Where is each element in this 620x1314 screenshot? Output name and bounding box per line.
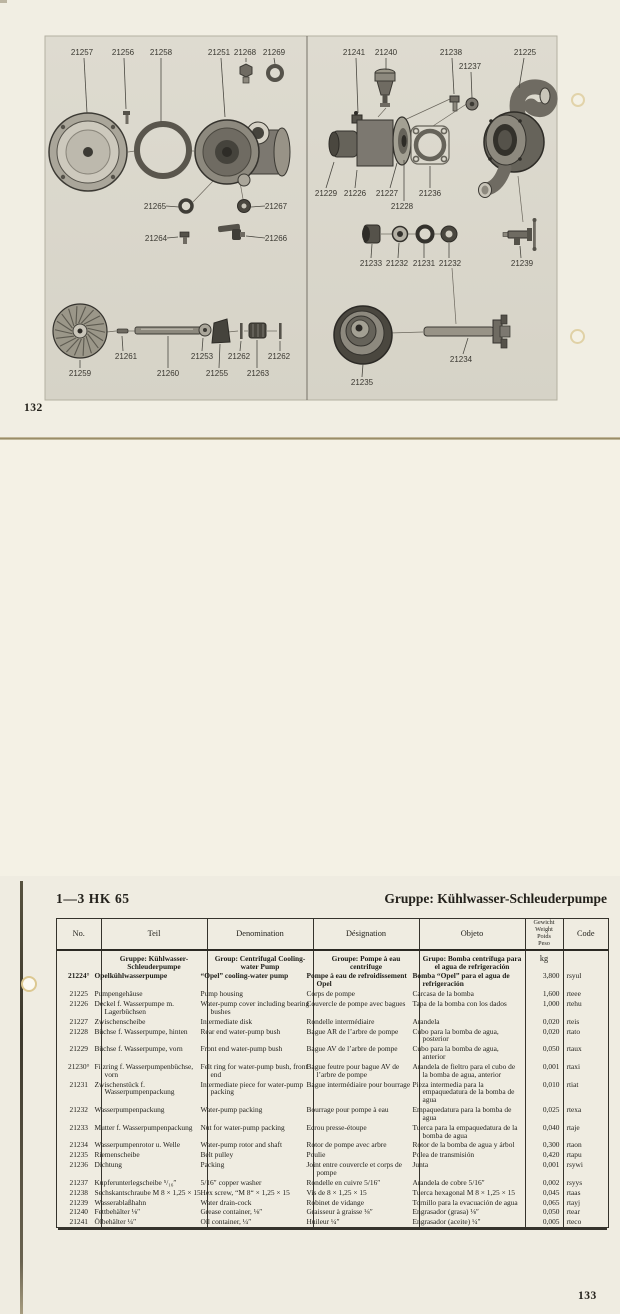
part-number-label: 21263	[246, 369, 270, 378]
part-number-label: 21237	[458, 62, 482, 71]
code-cell	[563, 950, 608, 972]
no-cell: 21239	[57, 1198, 101, 1208]
denomination-cell: Intermediate disk	[207, 1017, 313, 1027]
part-number-label: 21231	[412, 259, 436, 268]
objeto-cell: Empaquedatura para la bomba de agua	[419, 1105, 525, 1123]
part-number-label: 21269	[262, 48, 286, 57]
denomination-cell: “Opel” cooling-water pump	[207, 971, 313, 989]
designation-cell: Bague intermédiaire pour bourrage	[313, 1080, 419, 1106]
no-cell: 21229	[57, 1044, 101, 1062]
teil-cell: Wasserablaßhahn	[101, 1198, 207, 1208]
objeto-cell: Tuerca hexagonal M 8 × 1,25 × 15	[419, 1188, 525, 1198]
table-row	[57, 950, 608, 972]
weight-cell: 3,800	[525, 971, 563, 989]
table-row	[57, 1123, 608, 1141]
packing-washer-part-21232a	[393, 227, 408, 242]
objeto-cell: Bomba “Opel” para el agua de refrigeración	[419, 971, 525, 989]
part-number-label: 21238	[439, 48, 463, 57]
denomination-cell: Belt pulley	[207, 1150, 313, 1160]
shaft-part-21260	[135, 327, 201, 334]
weight-cell: 1,600	[525, 989, 563, 999]
impeller-part	[53, 304, 107, 358]
table-row	[57, 1150, 608, 1160]
objeto-cell: Tornillo para la evacuación de agua	[419, 1198, 525, 1208]
teil-cell: Sechskantschraube M 8 × 1,25 × 15	[101, 1188, 207, 1198]
code-cell: rtaas	[566, 1187, 581, 1197]
part-number-label: 21228	[390, 202, 414, 211]
table-row	[57, 1080, 608, 1106]
part-number-label: 21235	[350, 378, 374, 387]
table-header-row	[57, 919, 608, 950]
teil-cell: Zwischenscheibe	[101, 1017, 207, 1027]
table-row	[57, 1017, 608, 1027]
denomination-cell: Nut for water-pump packing	[207, 1123, 313, 1141]
designation-cell: Vis de 8 × 1,25 × 15	[313, 1188, 419, 1198]
catalog-page-132	[0, 0, 620, 437]
designation-cell: Pompe à eau de refroidissement Opel	[313, 971, 419, 989]
parts-table-body	[57, 950, 608, 1227]
table-row	[57, 1188, 608, 1198]
designation-cell: Rotor de pompe avec arbre	[313, 1140, 419, 1150]
designation-cell: Poulie	[313, 1150, 419, 1160]
weight-cell: kg	[525, 950, 563, 972]
objeto-cell: Engrasador (aceite) ¼″	[419, 1217, 525, 1227]
washer-part-21253	[199, 324, 211, 336]
designation-cell: Robinet de vidange	[313, 1198, 419, 1208]
code-cell: rteis	[566, 1016, 580, 1026]
designation-cell: Bague feutre pour bague AV de l’arbre de pompe	[313, 1062, 419, 1080]
teil-cell: Pumpengehäuse	[101, 989, 207, 999]
no-cell: 21236	[57, 1160, 101, 1178]
weight-cell: 0,020	[525, 1027, 563, 1045]
no-cell	[57, 950, 101, 972]
denomination-cell: Rear end water-pump bush	[207, 1027, 313, 1045]
table-row	[57, 1044, 608, 1062]
code-cell: rsywi	[566, 1160, 583, 1170]
binder-hole-bottom	[21, 976, 37, 992]
cone-part-21255	[212, 319, 230, 343]
weight-cell: 0,020	[525, 1017, 563, 1027]
no-cell: 21228	[57, 1027, 101, 1045]
teil-cell: Wasserpumpenpackung	[101, 1105, 207, 1123]
code-cell: rtaux	[566, 1044, 582, 1054]
pulley-part-21235	[334, 306, 392, 364]
table-row	[57, 1062, 608, 1080]
no-cell: 21240	[57, 1207, 101, 1217]
designation-cell: Rondelle intermédiaire	[313, 1017, 419, 1027]
denomination-cell: Front end water-pump bush	[207, 1044, 313, 1062]
denomination-cell: Packing	[207, 1160, 313, 1178]
table-row	[57, 1027, 608, 1045]
designation-cell: Huileur ¼″	[313, 1217, 419, 1227]
table-row	[57, 1105, 608, 1123]
part-number-label: 21241	[342, 48, 366, 57]
denomination-cell: Pump housing	[207, 989, 313, 999]
designation-cell: Couvercle de pompe avec bagues	[313, 999, 419, 1017]
page-number-132: 132	[24, 402, 43, 414]
col-header-teil: Teil	[101, 919, 207, 950]
objeto-cell: Tuerca para la empaquedatura de la bomba de agua	[419, 1123, 525, 1141]
parts-table	[57, 919, 608, 1227]
diagram-plate	[45, 36, 557, 400]
weight-cell: 0,065	[525, 1198, 563, 1208]
denomination-cell: Oil container, ¼″	[207, 1217, 313, 1227]
teil-cell: Mutter f. Wasserpumpenpackung	[101, 1123, 207, 1141]
weight-cell: 0,002	[525, 1178, 563, 1188]
table-row	[57, 971, 608, 989]
table-row	[57, 1217, 608, 1227]
code-cell: rtaxi	[566, 1061, 581, 1071]
table-row	[57, 1178, 608, 1188]
part-number-label: 21268	[233, 48, 257, 57]
no-cell: 21230°	[57, 1062, 101, 1080]
table-row	[57, 1160, 608, 1178]
col-header-weight: Gewicht Weight Poids Peso	[525, 919, 563, 950]
code-cell: rteee	[566, 989, 581, 999]
designation-cell: Graisseur à graisse ⅛″	[313, 1207, 419, 1217]
teil-cell: Büchse f. Wasserpumpe, hinten	[101, 1027, 207, 1045]
binder-hole-top-1	[571, 93, 585, 107]
part-number-label: 21262	[267, 352, 291, 361]
weight-cell: 0,050	[525, 1044, 563, 1062]
denomination-cell: Felt ring for water-pump bush, front end	[207, 1062, 313, 1080]
part-number-label: 21232	[385, 259, 409, 268]
part-number-label: 21239	[510, 259, 534, 268]
objeto-cell: Arandela de cobre 5/16″	[419, 1178, 525, 1188]
part-number-label: 21257	[70, 48, 94, 57]
table-row	[57, 1198, 608, 1208]
no-cell: 21233	[57, 1123, 101, 1141]
denomination-cell: Water-pump cover including bearing bushes	[207, 999, 313, 1017]
denomination-cell: Intermediate piece for water-pump packing	[207, 1080, 313, 1106]
denomination-cell: Water-pump rotor and shaft	[207, 1140, 313, 1150]
part-number-label: 21233	[359, 259, 383, 268]
objeto-cell: Arandela de fieltro para el cubo de la bomba de agua, anterior	[419, 1062, 525, 1080]
designation-cell: Corps de pompe	[313, 989, 419, 999]
page-number-133: 133	[578, 1290, 597, 1302]
weight-cell: 0,010	[525, 1080, 563, 1106]
teil-cell: Riemenscheibe	[101, 1150, 207, 1160]
key-pin-part-21261	[117, 329, 128, 333]
teil-cell: Deckel f. Wasserpumpe m. Lagerbüchsen	[101, 999, 207, 1017]
no-cell: 21238	[57, 1188, 101, 1198]
denomination-cell: Hex screw, “M 8“ × 1,25 × 15	[207, 1188, 313, 1198]
weight-cell: 0,050	[525, 1207, 563, 1217]
teil-cell: Ölbehälter ¼″	[101, 1217, 207, 1227]
teil-cell: Fettbehälter ⅛″	[101, 1207, 207, 1217]
code-cell: rsyul	[566, 971, 582, 981]
code-cell: rtapu	[566, 1150, 582, 1160]
no-cell: 21225	[57, 989, 101, 999]
no-cell: 21232	[57, 1105, 101, 1123]
part-number-label: 21266	[264, 234, 288, 243]
part-number-label: 21258	[149, 48, 173, 57]
weight-cell: 1,000	[525, 999, 563, 1017]
teil-cell: Gruppe: Kühlwasser-Schleuderpumpe	[101, 950, 207, 972]
part-number-label: 21260	[156, 369, 180, 378]
objeto-cell: Engrasador (grasa) ⅛″	[419, 1207, 525, 1217]
teil-cell: Zwischenstück f. Wasserpumpenpackung	[101, 1080, 207, 1106]
part-number-label: 21225	[513, 48, 537, 57]
part-number-label: 21259	[68, 369, 92, 378]
binder-hole-top-2	[570, 329, 585, 344]
part-number-label: 21227	[375, 189, 399, 198]
part-number-label: 21236	[418, 189, 442, 198]
weight-cell: 0,005	[525, 1217, 563, 1227]
teil-cell: Wasserpumpenrotor u. Welle	[101, 1140, 207, 1150]
col-header-no: No.	[57, 919, 101, 950]
denomination-cell: 5/16″ copper washer	[207, 1178, 313, 1188]
exploded-diagram	[0, 0, 620, 437]
code-cell: rtehu	[566, 998, 582, 1008]
cover-plate-part	[49, 113, 127, 191]
no-cell: 21237	[57, 1178, 101, 1188]
group-title: Gruppe: Kühlwasser-Schleuderpumpe	[384, 891, 607, 906]
denomination-cell: Group: Centrifugal Cooling-water Pump	[207, 950, 313, 972]
sleeve-part-21263	[249, 323, 266, 338]
col-header-objeto: Objeto	[419, 919, 525, 950]
packing-ring-part-21232b	[441, 226, 457, 242]
code-cell: rteco	[566, 1217, 582, 1227]
weight-cell: 0,025	[525, 1105, 563, 1123]
teil-cell: Kupferunterlegscheibe ⁵/₁₆″	[101, 1178, 207, 1188]
table-row	[57, 999, 608, 1017]
denomination-cell: Grease container, ⅛″	[207, 1207, 313, 1217]
table-row	[57, 1207, 608, 1217]
no-cell: 21235	[57, 1150, 101, 1160]
scan-corner-mark	[0, 0, 7, 3]
nut-part-21267	[238, 200, 251, 213]
teil-cell: Büchse f. Wasserpumpe, vorn	[101, 1044, 207, 1062]
weight-cell: 0,040	[525, 1123, 563, 1141]
designation-cell: Bourrage pour pompe à eau	[313, 1105, 419, 1123]
binding-edge-shadow	[20, 881, 23, 1314]
part-number-label: 21261	[114, 352, 138, 361]
objeto-cell: Cubo para la bomba de agua, posterior	[419, 1027, 525, 1045]
code-cell: rtaon	[566, 1140, 582, 1150]
part-number-label: 21255	[205, 369, 229, 378]
part-number-label: 21265	[143, 202, 167, 211]
weight-cell: 0,300	[525, 1140, 563, 1150]
copper-washer-part-21237	[466, 98, 478, 110]
part-number-label: 21251	[207, 48, 231, 57]
no-cell: 21224°	[57, 971, 101, 989]
no-cell: 21231	[57, 1080, 101, 1106]
part-number-label: 21226	[343, 189, 367, 198]
designation-cell: Ecrou presse-étoupe	[313, 1123, 419, 1141]
code-cell: rsyys	[566, 1177, 583, 1187]
part-number-label: 21267	[264, 202, 288, 211]
objeto-cell: Polea de transmisión	[419, 1150, 525, 1160]
objeto-cell: Junta	[419, 1160, 525, 1178]
code-cell: rtexa	[566, 1105, 582, 1115]
objeto-cell: Cubo para la bomba de agua, anterior	[419, 1044, 525, 1062]
col-header-denomination: Denomination	[207, 919, 313, 950]
model-code: 1—3 HK 65	[56, 891, 130, 906]
part-number-label: 21229	[314, 189, 338, 198]
designation-cell: Joint entre couvercle et corps de pompe	[313, 1160, 419, 1178]
objeto-cell: Pieza intermedia para la empaquedatura de la bomba de agua	[419, 1080, 525, 1106]
part-number-label: 21234	[449, 355, 473, 364]
packing-nut-part-21233	[362, 225, 380, 243]
col-header-designation: Désignation	[313, 919, 419, 950]
code-cell: rtato	[566, 1026, 581, 1036]
objeto-cell: Carcasa de la bomba	[419, 989, 525, 999]
teil-cell: Filzring f. Wasserpumpenbüchse, vorn	[101, 1062, 207, 1080]
part-number-label: 21262	[227, 352, 251, 361]
teil-cell: Dichtung	[101, 1160, 207, 1178]
part-number-label: 21240	[374, 48, 398, 57]
objeto-cell: Tapa de la bomba con los dados	[419, 999, 525, 1017]
pin-part-21262b	[279, 323, 282, 339]
code-cell: rtaje	[566, 1122, 580, 1132]
objeto-cell: Arandela	[419, 1017, 525, 1027]
part-number-label: 21232	[438, 259, 462, 268]
weight-cell: 0,001	[525, 1062, 563, 1080]
no-cell: 21241	[57, 1217, 101, 1227]
designation-cell: Groupe: Pompe à eau centrifuge	[313, 950, 419, 972]
weight-cell: 0,420	[525, 1150, 563, 1160]
code-cell: rtayj	[566, 1197, 581, 1207]
weight-cell: 0,045	[525, 1188, 563, 1198]
code-cell: rtiat	[566, 1079, 579, 1089]
table-row	[57, 1140, 608, 1150]
denomination-cell: Water drain-cock	[207, 1198, 313, 1208]
designation-cell: Bague AV de l’arbre de pompe	[313, 1044, 419, 1062]
catalog-header	[56, 891, 607, 907]
col-header-code: Code	[563, 919, 608, 950]
no-cell: 21227	[57, 1017, 101, 1027]
part-number-label: 21264	[144, 234, 168, 243]
objeto-cell: Rotor de la bomba de agua y árbol	[419, 1140, 525, 1150]
no-cell: 21226	[57, 999, 101, 1017]
denomination-cell: Water-pump packing	[207, 1105, 313, 1123]
designation-cell: Rondelle en cuivre 5/16″	[313, 1178, 419, 1188]
part-number-label: 21256	[111, 48, 135, 57]
weight-cell: 0,001	[525, 1160, 563, 1178]
table-row	[57, 989, 608, 999]
part-number-label: 21253	[190, 352, 214, 361]
parts-table-frame	[56, 918, 609, 1228]
pin-part-21262a	[240, 323, 243, 339]
no-cell: 21234	[57, 1140, 101, 1150]
objeto-cell: Grupo: Bomba centrífuga para el agua de refrigeración	[419, 950, 525, 972]
catalog-page-133	[0, 440, 620, 1302]
code-cell: rtear	[566, 1207, 581, 1217]
teil-cell: Opelkühlwasserpumpe	[101, 971, 207, 989]
designation-cell: Bague AR de l’arbre de pompe	[313, 1027, 419, 1045]
